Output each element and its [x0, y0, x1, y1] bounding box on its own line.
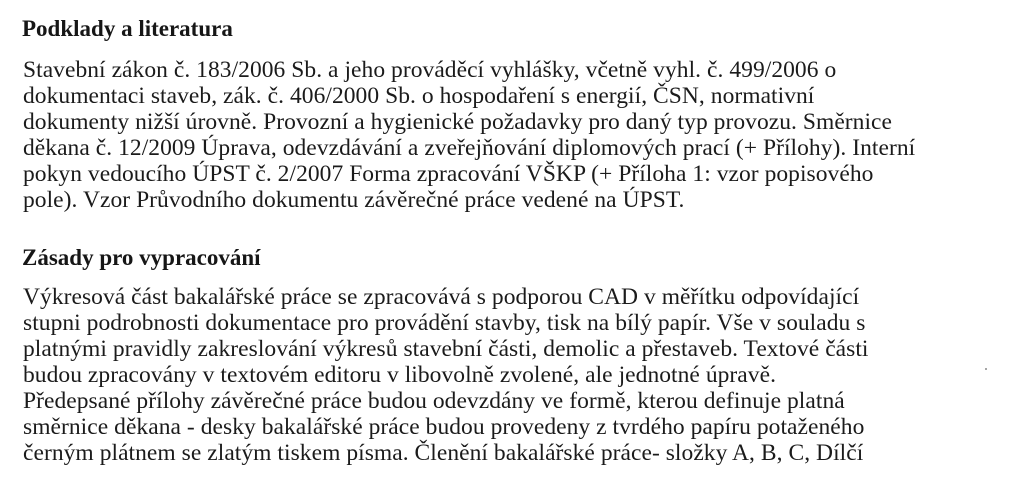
paragraph-line: stupni podrobnosti dokumentace pro provádění stavby, tisk na bílý papír. Vše v souladu s	[23, 310, 866, 336]
paragraph-line: černým plátnem se zlatým tiskem písma. Členění bakalářské práce- složky A, B, C, Dílčí	[23, 440, 864, 466]
paragraph-line: platnými pravidly zakreslování výkresů stavební části, demolic a přestaveb. Textové části	[23, 336, 869, 362]
paragraph-line: směrnice děkana - desky bakalářské práce budou provedeny z tvrdého papíru potaženého	[23, 414, 865, 440]
paragraph-line: Stavební zákon č. 183/2006 Sb. a jeho prováděcí vyhlášky, včetně vyhl. č. 499/2006 o	[23, 57, 837, 83]
paragraph-line: dokumentaci staveb, zák. č. 406/2000 Sb. o hospodaření s energií, ČSN, normativní	[23, 83, 815, 109]
paragraph-line: děkana č. 12/2009 Úprava, odevzdávání a zveřejňování diplomových prací (+ Přílohy). Interní	[23, 135, 916, 161]
paragraph-line: budou zpracovány v textovém editoru v libovolně zvolené, ale jednotné úpravě.	[23, 362, 776, 388]
scan-speck	[985, 368, 987, 370]
paragraph-line: dokumenty nižší úrovně. Provozní a hygienické požadavky pro daný typ provozu. Směrnice	[23, 109, 893, 135]
paragraph-line: pokyn vedoucího ÚPST č. 2/2007 Forma zpracování VŠKP (+ Příloha 1: vzor popisového	[23, 161, 874, 187]
paragraph-line: pole). Vzor Průvodního dokumentu závěrečné práce vedené na ÚPST.	[23, 187, 685, 213]
paragraph-line: Předepsané přílohy závěrečné práce budou odevzdány ve formě, kterou definuje platná	[23, 388, 845, 414]
section-heading-zasady: Zásady pro vypracování	[22, 245, 261, 270]
paragraph-line: Výkresová část bakalářské práce se zpracovává s podporou CAD v měřítku odpovídající	[23, 284, 860, 310]
section-heading-podklady: Podklady a literatura	[22, 16, 233, 41]
